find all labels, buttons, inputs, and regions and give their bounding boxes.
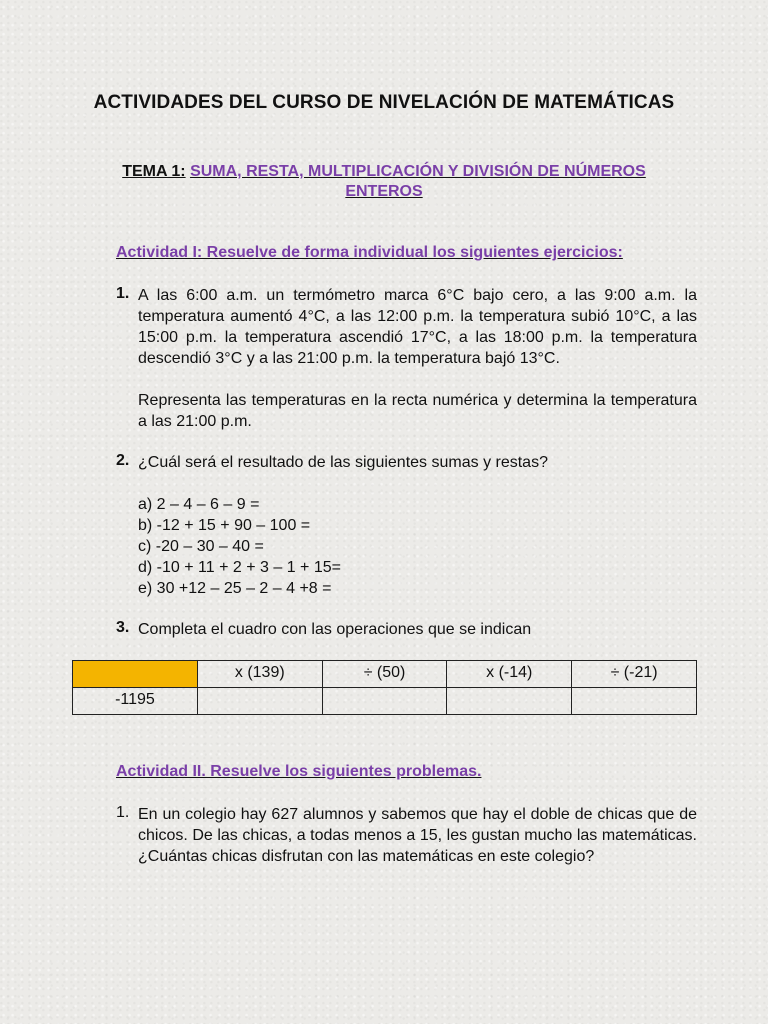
operations-table [72,660,697,715]
item-extra-text: Representa las temperaturas en la recta numérica y determina la temperatura a las 21:00 p.m. [138,392,697,430]
operation-line: c) -20 – 30 – 40 = [138,538,264,555]
table-cell [322,688,447,715]
topic-heading [90,162,678,202]
item-number: 3. [116,619,130,636]
item-text: Completa el cuadro con las operaciones que se indican [138,621,532,638]
item-number: 2. [116,452,130,469]
activity-1-heading: Actividad I: Resuelve de forma individual los siguientes ejercicios: [116,244,623,261]
table-cell [447,688,572,715]
table-header-cell: ÷ (-21) [572,661,697,688]
table-cell: -1195 [73,688,198,715]
item-number: 1. [116,285,130,302]
table-cell [572,688,697,715]
operation-line: b) -12 + 15 + 90 – 100 = [138,517,311,534]
topic-label: TEMA 1: [122,163,186,180]
table-header-row [73,661,697,688]
activity-2-heading: Actividad II. Resuelve los siguientes problemas. [116,763,482,780]
page-title: ACTIVIDADES DEL CURSO DE NIVELACIÓN DE MATEMÁTICAS [93,92,675,113]
item-text: ¿Cuál será el resultado de las siguientes sumas y restas? [138,454,548,471]
item-text: A las 6:00 a.m. un termómetro marca 6°C bajo cero, a las 9:00 a.m. la temperatura aumentó 4°C, a las 12:00 p.m. la temperatura subió 10°C, a las 15:00 p.m. la temperatura ascendió 17°C, a las 18:00 p.m. la temperatura descendió 3°C y a las 21:00 p.m. la temperatura bajó 13°C. [138,287,697,367]
item-text: En un colegio hay 627 alumnos y sabemos que hay el doble de chicas que de chicos. De las chicas, a todas menos a 15, les gustan mucho las matemáticas. ¿Cuántas chicas disfrutan con las matemáticas en este colegio? [138,806,697,865]
table-header-cell: x (139) [197,661,322,688]
topic-text: SUMA, RESTA, MULTIPLICACIÓN Y DIVISIÓN DE NÚMEROS ENTEROS [190,163,646,200]
operation-line: a) 2 – 4 – 6 – 9 = [138,496,260,513]
table-header-cell: ÷ (50) [322,661,447,688]
operation-line: d) -10 + 11 + 2 + 3 – 1 + 15= [138,559,341,576]
operation-line: e) 30 +12 – 25 – 2 – 4 +8 = [138,580,332,597]
table-cell [197,688,322,715]
item-number: 1. [116,804,130,821]
table-header-cell [73,661,198,688]
table-header-cell: x (-14) [447,661,572,688]
table-row [73,688,697,715]
